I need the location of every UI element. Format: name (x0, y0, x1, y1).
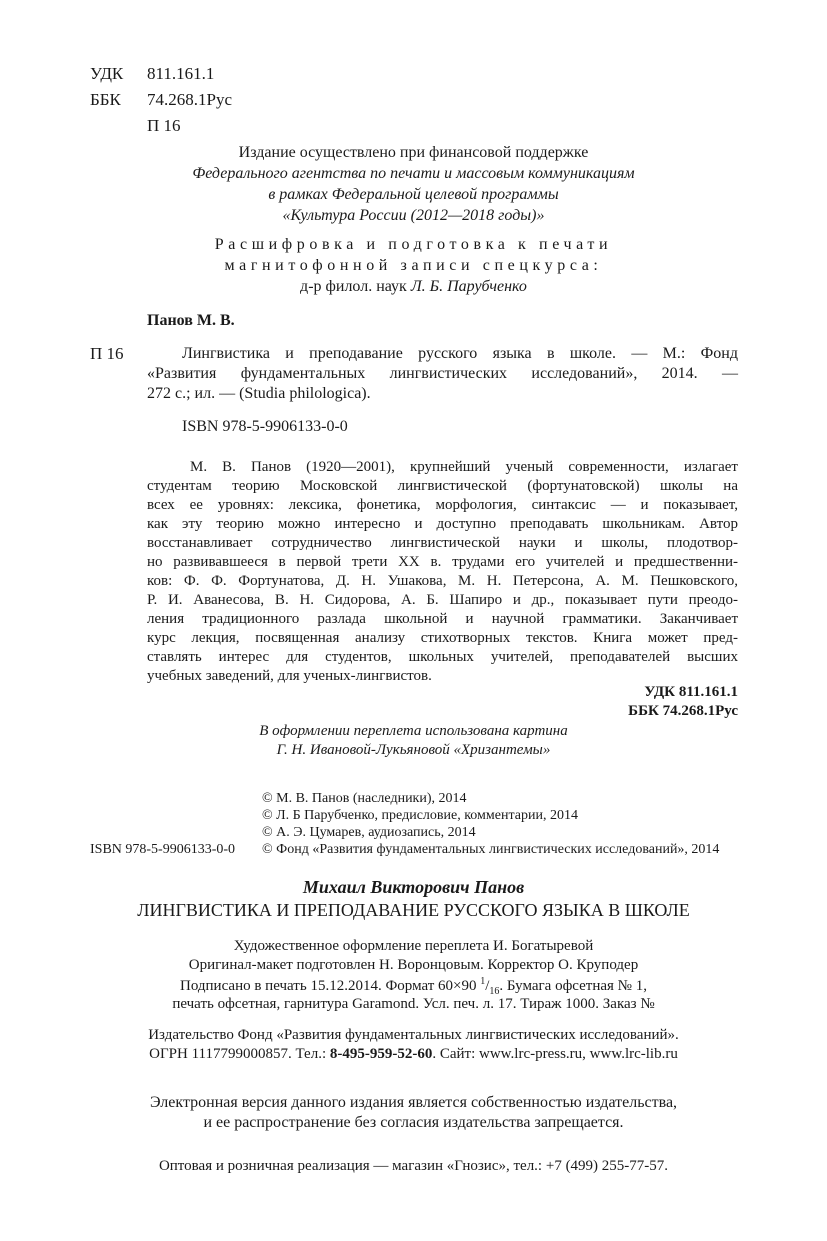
publisher-phone: 8-495-959-52-60 (329, 1046, 433, 1062)
colophon-layout: Оригинал-макет подготовлен Н. Воронцовым. Корректор О. Круподер (188, 957, 639, 973)
abstract-line: всех ее уровнях: лексика, фонетика, морфология, синтаксис — и показывает, (147, 497, 738, 513)
bbk-value: 74.268.1Рус (147, 90, 232, 109)
notice-line-1: Электронная версия данного издания является собственностью издательства, (149, 1094, 678, 1111)
bbk-code-right: ББК 74.268.1Рус (628, 703, 738, 719)
biblio-mark: П 16 (90, 344, 124, 363)
abstract-line: учебных заведений, для ученых-лингвистов. (147, 668, 432, 684)
credit-prefix: д-р филол. наук (300, 278, 411, 295)
publisher-line-2 (0, 1046, 827, 1063)
abstract-line: восстанавливает сотрудничество лингвистической науки и школы, плодотвор- (147, 535, 738, 551)
signed-pre: Подписано в печать 15.12.2014. Формат 60×90 (179, 978, 481, 994)
cover-note-line-1: В оформлении переплета использована картина (259, 723, 568, 739)
cover-note-line-2: Г. Н. Ивановой-Лукьяновой «Хризантемы» (276, 742, 551, 758)
format-numerator: 1 (480, 976, 486, 987)
copyright-line: © Л. Б Парубченко, предисловие, комментарии, 2014 (262, 808, 578, 823)
notice-line-2: и ее распространение без согласия издательства запрещается. (203, 1114, 624, 1131)
format-denominator: 16 (489, 986, 500, 997)
retail-line: Оптовая и розничная реализация — магазин «Гнозис», тел.: +7 (499) 255-77-57. (158, 1158, 669, 1174)
transcription-credit (0, 278, 827, 296)
publisher-site: . Сайт: www.lrc-press.ru, www.lrc-lib.ru (432, 1046, 678, 1062)
publisher-line-1: Издательство Фонд «Развития фундаментальных лингвистических исследований». (148, 1027, 679, 1043)
abstract-line: ставлять интерес для студентов, школьных учителей, преподавателей высших (147, 649, 738, 665)
colophon-design: Художественное оформление переплета И. Богатыревой (233, 938, 594, 954)
biblio-line-2: «Развития фундаментальных лингвистических исследований», 2014. — (147, 365, 738, 382)
udk-value: 811.161.1 (147, 64, 215, 83)
abstract-line: как эту теорию можно интересно и доступно преподавать школьникам. Автор (147, 516, 738, 532)
author-mark: П 16 (147, 116, 181, 135)
copyright-line: © А. Э. Цумарев, аудиозапись, 2014 (262, 825, 476, 840)
copyright-line: © М. В. Панов (наследники), 2014 (262, 791, 467, 806)
biblio-line-3: 272 с.; ил. — (Studia philologica). (147, 385, 371, 402)
biblio-author: Панов М. В. (147, 312, 235, 329)
biblio-line-1: Лингвистика и преподавание русского языка в школе. — М.: Фонд (182, 345, 738, 362)
abstract-line: курс лекция, посвященная анализу стихотворных текстов. Книга может пред- (147, 630, 738, 646)
biblio-isbn: ISBN 978-5-9906133-0-0 (182, 418, 348, 435)
abstract-line: Р. И. Аванесова, В. Н. Сидорова, А. Б. Шапиро и др., показывает пути преодо- (147, 592, 738, 608)
colophon-signed (0, 976, 827, 997)
udk-label: УДК (90, 64, 124, 83)
colophon-author: Михаил Викторович Панов (302, 877, 525, 897)
support-line-3: в рамках Федеральной целевой программы (268, 186, 559, 203)
colophon-title: ЛИНГВИСТИКА И ПРЕПОДАВАНИЕ РУССКОГО ЯЗЫКА В ШКОЛЕ (137, 900, 690, 920)
support-line-1: Издание осуществлено при финансовой поддержке (238, 144, 589, 161)
support-line-2: Федерального агентства по печати и массовым коммуникациям (192, 165, 635, 182)
format-slash: / (485, 978, 490, 994)
copyright-isbn: ISBN 978-5-9906133-0-0 (90, 842, 236, 857)
credit-name: Л. Б. Парубченко (410, 278, 527, 295)
udk-code-right: УДК 811.161.1 (644, 684, 738, 700)
publisher-ogrn: ОГРН 1117799000857. Тел.: (149, 1046, 330, 1062)
bbk-label: ББК (90, 90, 121, 109)
abstract-line: студентам теорию Московской лингвистической (фортунатовской) школы на (147, 478, 738, 494)
abstract-line: М. В. Панов (1920—2001), крупнейший ученый современности, излагает (190, 459, 738, 475)
transcription-line-2: магнитофонной записи спецкурса: (224, 257, 603, 274)
abstract-line: но развивавшееся в первой трети XX в. трудами его учителей и предшественни- (147, 554, 738, 570)
transcription-line-1: Расшифровка и подготовка к печати (214, 236, 613, 253)
colophon-print: печать офсетная, гарнитура Garamond. Усл. печ. л. 17. Тираж 1000. Заказ № (172, 996, 655, 1012)
support-line-4: «Культура России (2012—2018 годы)» (282, 207, 545, 224)
abstract-line: ков: Ф. Ф. Фортунатова, Д. Н. Ушакова, М. Н. Петерсона, А. М. Пешковского, (147, 573, 738, 589)
abstract-line: ления традиционного разлада школьной и научной грамматики. Заканчивает (147, 611, 738, 627)
signed-post: . Бумага офсетная № 1, (499, 978, 647, 994)
copyright-line: © Фонд «Развития фундаментальных лингвистических исследований», 2014 (262, 842, 720, 857)
